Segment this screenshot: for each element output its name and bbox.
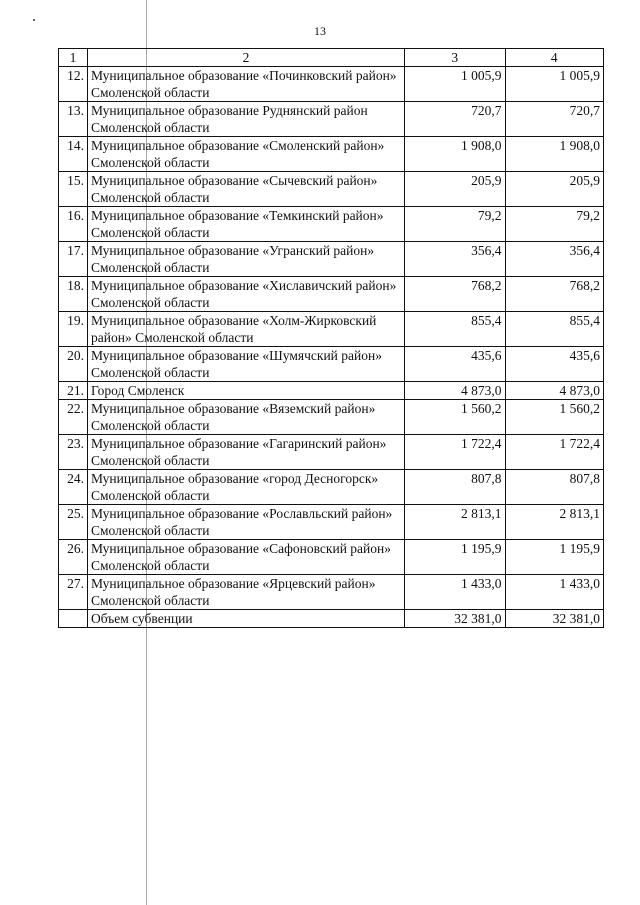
row-col3-value: 4 873,0: [405, 382, 506, 400]
row-col3-value: 1 908,0: [405, 137, 506, 172]
row-col3-value: 807,8: [405, 470, 506, 505]
scan-fold-line: [146, 0, 147, 905]
row-name: Муниципальное образование «Хиславичский район» Смоленской области: [88, 277, 405, 312]
row-number: 22.: [59, 400, 88, 435]
row-name: Муниципальное образование «Вяземский район» Смоленской области: [88, 400, 405, 435]
row-number: 15.: [59, 172, 88, 207]
row-col4-value: 356,4: [505, 242, 603, 277]
row-col3-value: 356,4: [405, 242, 506, 277]
row-col4-value: 32 381,0: [505, 610, 603, 628]
row-number: 19.: [59, 312, 88, 347]
table-row: [59, 172, 604, 207]
table-row: [59, 312, 604, 347]
table-row: [59, 470, 604, 505]
subvention-table: [58, 48, 604, 628]
total-row: [59, 610, 604, 628]
table-header: [59, 49, 604, 67]
row-number: 14.: [59, 137, 88, 172]
row-number: 16.: [59, 207, 88, 242]
table-row: [59, 277, 604, 312]
row-name: Муниципальное образование Руднянский район Смоленской области: [88, 102, 405, 137]
row-name: Город Смоленск: [88, 382, 405, 400]
row-name: Муниципальное образование «Сафоновский район» Смоленской области: [88, 540, 405, 575]
row-col4-value: 720,7: [505, 102, 603, 137]
row-name: Муниципальное образование «город Десногорск» Смоленской области: [88, 470, 405, 505]
table-row: [59, 505, 604, 540]
row-name: Муниципальное образование «Сычевский район» Смоленской области: [88, 172, 405, 207]
row-col4-value: 2 813,1: [505, 505, 603, 540]
row-name: Муниципальное образование «Починковский район» Смоленской области: [88, 67, 405, 102]
row-col3-value: 1 560,2: [405, 400, 506, 435]
row-name: Муниципальное образование «Смоленский район» Смоленской области: [88, 137, 405, 172]
table-row: [59, 347, 604, 382]
row-name: Муниципальное образование «Рославльский район» Смоленской области: [88, 505, 405, 540]
row-number: 17.: [59, 242, 88, 277]
row-col3-value: 1 005,9: [405, 67, 506, 102]
row-name: Муниципальное образование «Темкинский район» Смоленской области: [88, 207, 405, 242]
row-col3-value: 435,6: [405, 347, 506, 382]
row-col3-value: 1 722,4: [405, 435, 506, 470]
header-col-1: 1: [59, 49, 88, 67]
table-row: [59, 382, 604, 400]
table-row: [59, 242, 604, 277]
row-col4-value: 768,2: [505, 277, 603, 312]
row-number: 20.: [59, 347, 88, 382]
row-col4-value: 1 908,0: [505, 137, 603, 172]
row-number: 26.: [59, 540, 88, 575]
row-col3-value: 32 381,0: [405, 610, 506, 628]
row-col4-value: 4 873,0: [505, 382, 603, 400]
page-number: 13: [314, 24, 326, 38]
row-number: 27.: [59, 575, 88, 610]
row-col3-value: 205,9: [405, 172, 506, 207]
table-row: [59, 67, 604, 102]
row-name: Объем субвенции: [88, 610, 405, 628]
row-col4-value: 1 195,9: [505, 540, 603, 575]
table-row: [59, 435, 604, 470]
row-col3-value: 2 813,1: [405, 505, 506, 540]
row-number: 25.: [59, 505, 88, 540]
scan-speck: [33, 19, 35, 21]
row-col4-value: 1 722,4: [505, 435, 603, 470]
header-col-4: 4: [505, 49, 603, 67]
header-col-2: 2: [88, 49, 405, 67]
table-row: [59, 207, 604, 242]
table-row: [59, 575, 604, 610]
row-number: 21.: [59, 382, 88, 400]
row-number: [59, 610, 88, 628]
row-col4-value: 205,9: [505, 172, 603, 207]
row-col3-value: 1 433,0: [405, 575, 506, 610]
table-row: [59, 400, 604, 435]
row-col3-value: 720,7: [405, 102, 506, 137]
row-col4-value: 807,8: [505, 470, 603, 505]
row-col4-value: 79,2: [505, 207, 603, 242]
table-body: [59, 67, 604, 628]
row-number: 24.: [59, 470, 88, 505]
row-col4-value: 1 560,2: [505, 400, 603, 435]
header-row: [59, 49, 604, 67]
header-col-3: 3: [405, 49, 506, 67]
table-row: [59, 102, 604, 137]
row-number: 18.: [59, 277, 88, 312]
table-row: [59, 137, 604, 172]
row-name: Муниципальное образование «Угранский район» Смоленской области: [88, 242, 405, 277]
row-number: 13.: [59, 102, 88, 137]
row-col4-value: 1 433,0: [505, 575, 603, 610]
row-name: Муниципальное образование «Гагаринский район» Смоленской области: [88, 435, 405, 470]
row-col4-value: 1 005,9: [505, 67, 603, 102]
row-col4-value: 435,6: [505, 347, 603, 382]
row-name: Муниципальное образование «Шумячский район» Смоленской области: [88, 347, 405, 382]
row-col4-value: 855,4: [505, 312, 603, 347]
row-number: 12.: [59, 67, 88, 102]
table-row: [59, 540, 604, 575]
row-col3-value: 1 195,9: [405, 540, 506, 575]
row-number: 23.: [59, 435, 88, 470]
row-name: Муниципальное образование «Холм-Жирковский район» Смоленской области: [88, 312, 405, 347]
row-col3-value: 855,4: [405, 312, 506, 347]
row-name: Муниципальное образование «Ярцевский район» Смоленской области: [88, 575, 405, 610]
row-col3-value: 768,2: [405, 277, 506, 312]
row-col3-value: 79,2: [405, 207, 506, 242]
